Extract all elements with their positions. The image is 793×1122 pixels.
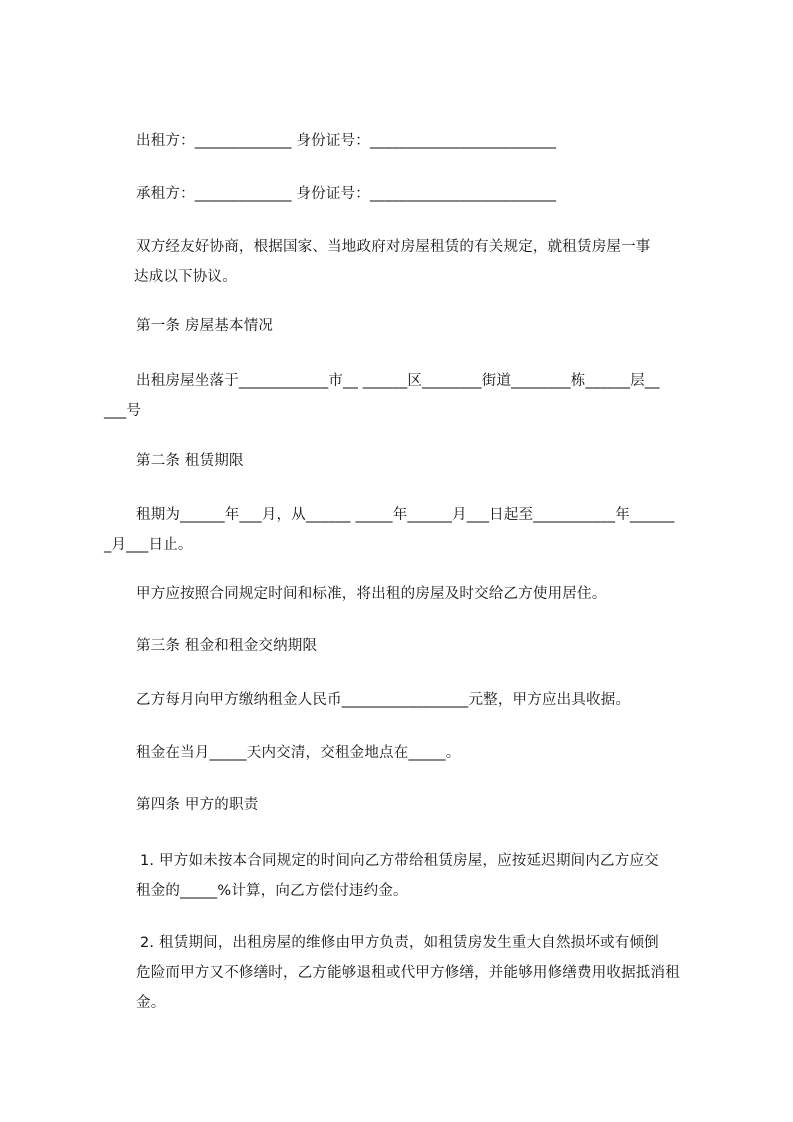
article2-paragraph xyxy=(104,500,675,560)
article1-line-2: ___号 xyxy=(104,403,142,419)
lessee-line: 承租方：_____________ 身份证号：_________________________ xyxy=(136,186,557,202)
article4-item1-line-2: 租金的_____%计算，向乙方偿付违约金。 xyxy=(136,883,408,899)
article4-item1-line-1: 1. 甲方如未按本合同规定的时间向乙方带给租赁房屋，应按延迟期间内乙方应交 xyxy=(140,853,659,869)
article2-title: 第二条 租赁期限 xyxy=(136,453,244,469)
article4-item2-line-1: 2. 租赁期间，出租房屋的维修由甲方负责，如租赁房发生重大自然损坏或有倾倒 xyxy=(140,935,659,951)
article4-item1 xyxy=(136,846,659,906)
article4-item2-line-3: 金。 xyxy=(136,995,166,1011)
article1-line-1: 出租房屋坐落于____________市__ ______区________街道________栋______层__ xyxy=(136,373,660,389)
article1-paragraph xyxy=(104,366,660,426)
lessor-line: 出租方：_____________ 身份证号：_________________________ xyxy=(136,133,557,149)
intro-line-1: 双方经友好协商，根据国家、当地政府对房屋租赁的有关规定，就租赁房屋一事 xyxy=(136,239,651,255)
article2-line-2: _月___日止。 xyxy=(104,537,193,553)
article3-title: 第三条 租金和租金交纳期限 xyxy=(136,638,318,654)
article2-line-1: 租期为______年___月，从______ _____年______月___日起至___________年______ xyxy=(136,507,675,523)
article1-title: 第一条 房屋基本情况 xyxy=(136,318,274,334)
article3-rent: 乙方每月向甲方缴纳租金人民币_________________元整，甲方应出具收据。 xyxy=(136,692,631,708)
article4-item2-line-2: 危险而甲方又不修缮时，乙方能够退租或代甲方修缮，并能够用修缮费用收据抵消租 xyxy=(136,965,680,981)
intro-line-2: 达成以下协议。 xyxy=(134,269,237,285)
intro-paragraph xyxy=(136,232,651,292)
article2-delivery: 甲方应按照合同规定时间和标准，将出租的房屋及时交给乙方使用居住。 xyxy=(136,586,607,602)
article4-title: 第四条 甲方的职责 xyxy=(136,797,259,813)
article3-payment: 租金在当月_____天内交清，交租金地点在_____。 xyxy=(136,745,461,761)
article4-item2 xyxy=(136,928,680,1018)
